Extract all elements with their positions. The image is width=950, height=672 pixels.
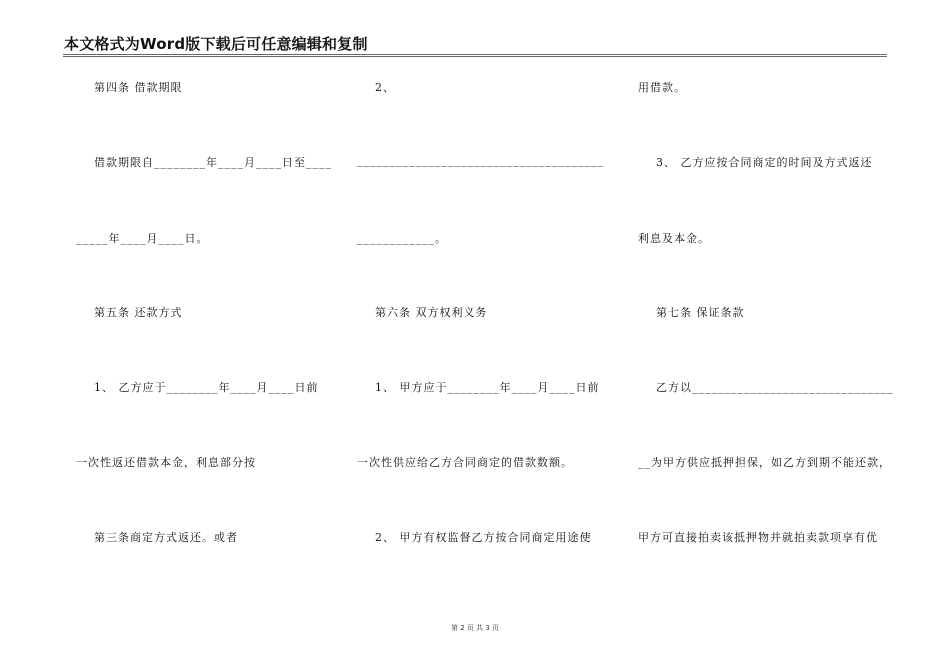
text-line: 第四条 借款期限 <box>76 81 183 94</box>
text-column-1 <box>76 0 376 672</box>
text-line: ____________。 <box>357 232 447 245</box>
text-line: 一次性返还借款本金，利息部分按 <box>76 456 256 469</box>
text-column-2 <box>357 0 657 672</box>
text-line: ______________________________________ <box>357 154 604 167</box>
text-line: 乙方以_______________________________ <box>638 381 894 394</box>
text-line: 1、 甲方应于________年____月____日前 <box>357 381 600 394</box>
text-line: 第六条 双方权利义务 <box>357 306 488 319</box>
text-line: 第三条商定方式返还。或者 <box>76 531 238 544</box>
text-line: 甲方可直接拍卖该抵押物并就拍卖款项享有优 <box>638 531 878 544</box>
text-line: 第五条 还款方式 <box>76 306 183 319</box>
text-line: 借款期限自________年____月____日至____ <box>76 156 332 169</box>
text-line: 用借款。 <box>638 81 686 94</box>
text-line: 1、 乙方应于________年____月____日前 <box>76 381 319 394</box>
text-line: 3、 乙方应按合同商定的时间及方式返还 <box>638 156 873 169</box>
text-line: _____年____月____日。 <box>76 232 209 245</box>
text-line: 利息及本金。 <box>638 232 710 245</box>
text-line: 2、 <box>357 81 395 94</box>
text-column-3 <box>638 0 938 672</box>
text-line: 一次性供应给乙方合同商定的借款数额。 <box>357 456 573 469</box>
text-line: 第七条 保证条款 <box>638 306 745 319</box>
page-header-title: 本文格式为Word版下载后可任意编辑和复制 <box>64 35 368 53</box>
text-line: __为甲方供应抵押担保，如乙方到期不能还款， <box>638 456 891 469</box>
text-line: 2、 甲方有权监督乙方按合同商定用途使 <box>357 531 592 544</box>
page-number: 第 2 页 共 3 页 <box>450 624 500 632</box>
